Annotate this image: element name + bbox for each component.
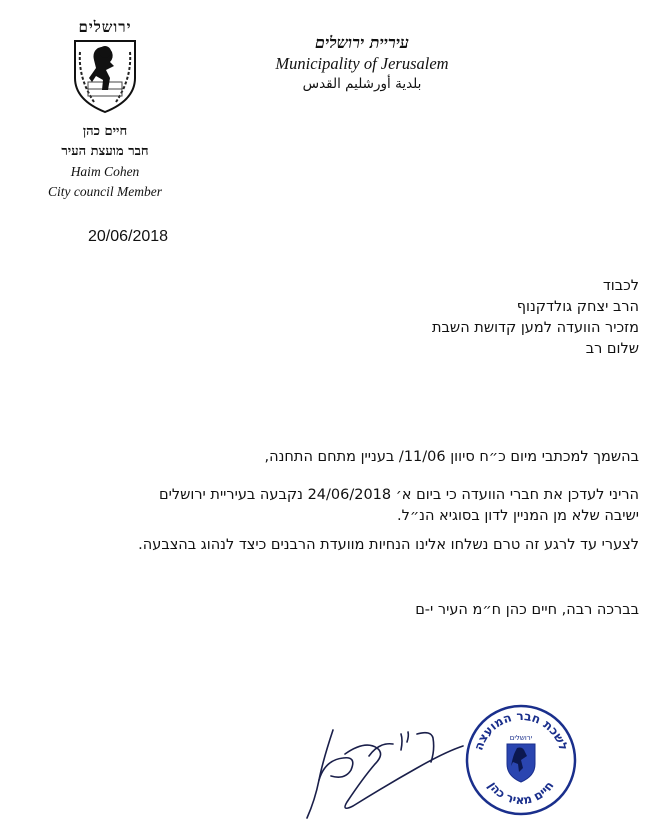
addressee-title: מזכיר הוועדה למען קדושת השבת xyxy=(432,320,639,336)
official-stamp xyxy=(463,702,579,818)
body-paragraph-1: בהשמך למכתבי מיום כ״ח סיוון 11/06/ בעניין מתחם התחנה, xyxy=(264,449,639,465)
addressee-salutation: לכבוד xyxy=(602,278,639,294)
council-member-letterhead xyxy=(30,18,180,202)
municipality-name-he: עיריית ירושלים xyxy=(315,33,409,52)
jerusalem-emblem-icon xyxy=(72,38,138,114)
svg-text:חיים מאיר כהן xyxy=(486,779,557,807)
addressee-name: הרב יצחק גולדקנוף xyxy=(516,299,639,315)
member-name-he: חיים כהן xyxy=(82,124,128,139)
municipality-name-en: Municipality of Jerusalem xyxy=(275,54,449,73)
greeting: שלום רב xyxy=(585,341,639,357)
handwritten-signature xyxy=(305,720,465,820)
member-role-he: חבר מועצת העיר xyxy=(61,144,149,159)
body-paragraph-2 xyxy=(79,485,639,527)
stamp-bottom-text: חיים מאיר כהן xyxy=(485,778,557,808)
letter-date: 20/06/2018 xyxy=(88,228,169,245)
stamp-emblem-title: ירושלים xyxy=(509,734,533,742)
closing-line: בברכה רבה, חיים כהן ח״מ העיר י-ם xyxy=(415,602,639,618)
stamp-top-text: לשכת חבר המועצה xyxy=(471,708,571,753)
municipality-letterhead xyxy=(262,32,462,94)
body-paragraph-2-line-1: הריני לעדכן את חברי הוועדה כי ביום א׳ 24/06/2018 נקבעה בעיריית ירושלים xyxy=(159,487,639,503)
stamp-emblem-icon xyxy=(507,744,535,782)
addressee-block xyxy=(339,276,639,360)
municipality-name-ar: بلدية أورشليم القدس xyxy=(302,76,422,92)
body-paragraph-2-line-2: ישיבה שלא מן המניין לדון בסוגיא הנ״ל. xyxy=(396,508,639,524)
member-role-en: City council Member xyxy=(48,184,162,199)
emblem-title: ירושלים xyxy=(78,18,132,36)
member-name-en: Haim Cohen xyxy=(70,164,140,179)
body-paragraph-3: לצערי עד לרגע זה טרם נשלחו אלינו הנחיות מוועדת הרבנים כיצד לנהוג בהצבעה. xyxy=(138,537,639,553)
